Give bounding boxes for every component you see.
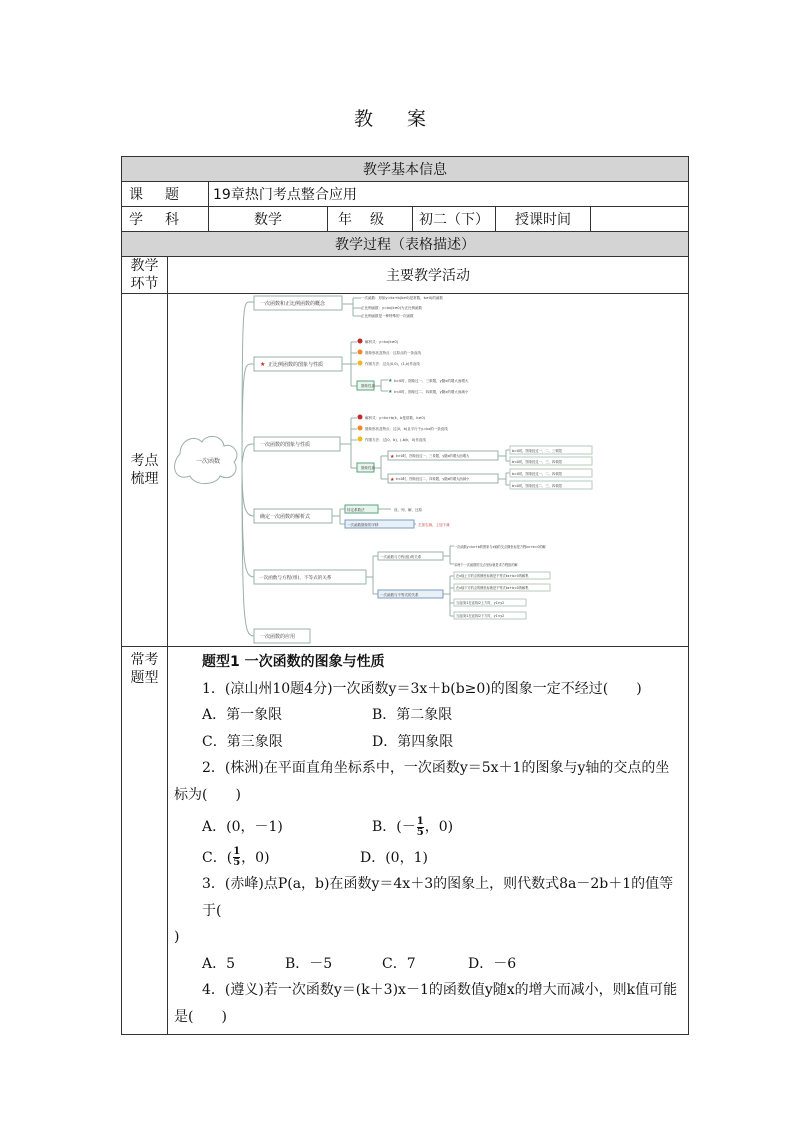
mm-b3-sub: b<0时，图象经过二、三、四象限 bbox=[512, 484, 562, 488]
question-1: 1．(凉山州10题4分)一次函数y＝3x＋b(b≥0)的图象一定不经过( ) bbox=[202, 680, 642, 697]
activity-header: 主要教学活动 bbox=[168, 257, 689, 294]
mm-b5-eq: 求两个一次函数的交点坐标就是求方程组的解 bbox=[454, 563, 518, 567]
mm-b3-prop: k>0时，图象经过一、三象限，y随x的增大而增大 bbox=[396, 454, 470, 458]
q2-option-c: C．( $\frac{1}{5}$ ，0) bbox=[202, 846, 270, 868]
mm-branch4: 确定一次函数的解析式 bbox=[260, 514, 311, 520]
mm-b2-leaf: 解析式：y=kx(k≠0) bbox=[365, 340, 399, 344]
q1-option-c: C．第三象限 bbox=[202, 733, 283, 750]
mm-b3-prop: k<0时，图象经过二、四象限，y随x的增大而减小 bbox=[396, 477, 470, 481]
mm-b1-leaf: 正比例函数是一种特殊的一次函数 bbox=[361, 314, 414, 318]
mm-b5-ineq: 当直线l1在直线l2下方时，y1<y2 bbox=[456, 614, 505, 618]
mm-b5-leaf: 一次函数与不等式的关系 bbox=[380, 593, 419, 597]
svg-text:★: ★ bbox=[390, 477, 395, 483]
mm-b4-detail: 设、列、解、还原 bbox=[394, 508, 422, 512]
q3-option-a: A．5 bbox=[202, 955, 236, 972]
mm-branch6: 一次函数的应用 bbox=[260, 634, 296, 640]
page-title: 教 案 bbox=[353, 108, 441, 130]
q2-options-row2 bbox=[174, 845, 682, 872]
subject-value: 数学 bbox=[209, 207, 328, 232]
question-3: 3．(赤峰)点P(a，b)在函数y＝4x＋3的图象上，则代数式8a－2b＋1的值等于( bbox=[202, 876, 674, 919]
svg-text:★: ★ bbox=[388, 378, 393, 384]
mm-b2-leaf: 图象性质 bbox=[361, 384, 375, 388]
mm-branch5: 一次函数与方程(组)、不等式的关系 bbox=[259, 576, 332, 581]
mindmap-root: 一次函数 bbox=[195, 458, 221, 465]
mindmap bbox=[168, 294, 687, 646]
mm-branch1: 一次函数和正比例函数的概念 bbox=[260, 301, 326, 307]
q1-option-d: D．第四象限 bbox=[372, 733, 454, 750]
question-3-cont: ) bbox=[174, 929, 180, 945]
mm-b2-prop: k<0时，图象过二、四象限，y随x的增大而减小 bbox=[394, 390, 469, 394]
q2-option-a: A．(0，－1) bbox=[202, 819, 283, 835]
mm-b4-leaf: 一次函数图象的平移 bbox=[347, 523, 379, 527]
subject-label: 学科 bbox=[122, 207, 209, 232]
mm-b2-leaf: 作图方法：过点(0,0)，(1,k)作直线 bbox=[365, 362, 420, 366]
questions-cell bbox=[168, 647, 689, 1035]
time-value bbox=[591, 207, 689, 232]
q1-option-a: A．第一象限 bbox=[202, 707, 283, 723]
q3-options bbox=[174, 951, 682, 978]
mm-branch2: 正比例函数的图象与性质 bbox=[268, 362, 324, 368]
mm-b3-sub: b>0时，图象经过一、二、三象限 bbox=[512, 449, 562, 453]
mm-b1-leaf: 正比例函数：y=kx(k≠0)为正比例函数 bbox=[361, 306, 423, 310]
grade-value: 初二（下） bbox=[413, 207, 496, 232]
process-header: 教学过程（表格描述） bbox=[122, 232, 689, 257]
mm-branch3: 一次函数的图象与性质 bbox=[260, 442, 311, 448]
q1-options-row2 bbox=[174, 729, 682, 756]
basic-info-header: 教学基本信息 bbox=[122, 157, 689, 182]
fraction-one-fifth: $\frac{1}{5}$ bbox=[416, 815, 424, 838]
mm-b3-sub: b>0时，图象经过一、二、四象限 bbox=[512, 472, 562, 476]
q2-options-row1 bbox=[174, 814, 682, 841]
q3-option-c: C．7 bbox=[382, 955, 416, 972]
q2-option-d: D．(0，1) bbox=[360, 849, 428, 866]
mm-b4-detail: 左加右减，上加下减 bbox=[418, 523, 450, 527]
mm-b3-sub: b<0时，图象经过一、三、四象限 bbox=[512, 460, 562, 464]
mm-b4-leaf: 待定系数法 bbox=[347, 508, 365, 512]
question-type-heading: 题型1 一次函数的图象与性质 bbox=[202, 654, 385, 670]
topic-label: 课题 bbox=[122, 182, 209, 207]
question-4: 4．(遵义)若一次函数y＝(k＋3)x－1的函数值y随x的增大而减小，则k值可能 bbox=[202, 982, 678, 998]
topic-value: 19章热门考点整合应用 bbox=[209, 182, 689, 207]
q3-option-d: D．－6 bbox=[468, 955, 517, 972]
fraction-one-fifth: $\frac{1}{5}$ bbox=[233, 846, 241, 868]
question-2: 2．(株洲)在平面直角坐标系中，一次函数y＝5x＋1的图象与y轴的交点的坐 bbox=[202, 760, 670, 776]
kaodian-label: 考点梳理 bbox=[122, 294, 168, 647]
mm-b5-leaf: 一次函数与方程(组)的关系 bbox=[380, 555, 422, 559]
mm-b3-leaf: 作图方法：过(0，b)，(-b/k，0)作直线 bbox=[365, 438, 426, 442]
svg-text:★: ★ bbox=[390, 454, 395, 460]
mm-b5-eq: 一次函数y=kx+b的图象与x轴的交点横坐标是方程kx+b=0的解 bbox=[454, 545, 546, 549]
q3-option-b: B．－5 bbox=[285, 955, 333, 972]
time-label: 授课时间 bbox=[496, 207, 591, 232]
mm-b1-leaf: 一次函数：形如y=kx+b(k≠0)是常数，b≠0)的函数 bbox=[361, 296, 443, 300]
mm-b5-ineq: 当直线l1在直线l2上方时，y1>y2 bbox=[456, 601, 505, 605]
grade-label: 年级 bbox=[328, 207, 413, 232]
mm-b5-ineq: 在x轴下方的点的横坐标就是不等式kx+b<0的解集 bbox=[456, 586, 529, 590]
changkao-label: 常考题型 bbox=[122, 647, 168, 1035]
question-4-cont: 是( ) bbox=[174, 1008, 227, 1025]
question-2-cont: 标为( ) bbox=[174, 786, 241, 803]
mm-b2-prop: k>0时，图象过一、三象限，y随x的增大而增大 bbox=[394, 379, 469, 383]
mindmap-cell bbox=[168, 294, 689, 647]
q1-option-b: B．第二象限 bbox=[372, 707, 453, 723]
svg-text:★: ★ bbox=[260, 361, 266, 368]
q1-options-row1 bbox=[174, 702, 682, 729]
mm-b5-ineq: 在x轴上方的点的横坐标就是不等式kx+b>0的解集 bbox=[456, 574, 529, 578]
mm-b3-leaf: 图象形状及特点：过(0，b)且平行于y=kx的一条直线 bbox=[365, 427, 448, 431]
svg-text:★: ★ bbox=[388, 389, 393, 395]
mm-b2-leaf: 图象形状及特点：过原点的一条直线 bbox=[365, 351, 421, 355]
stage-label: 教学环节 bbox=[122, 257, 168, 294]
mm-b3-leaf: 解析式：y=kx+b(k，b是常数，k≠0) bbox=[365, 416, 425, 420]
lesson-plan-table bbox=[121, 156, 689, 1035]
mm-b3-leaf: 图象性质 bbox=[361, 466, 375, 470]
q2-option-b: B．(－ $\frac{1}{5}$ ，0) bbox=[372, 815, 454, 838]
